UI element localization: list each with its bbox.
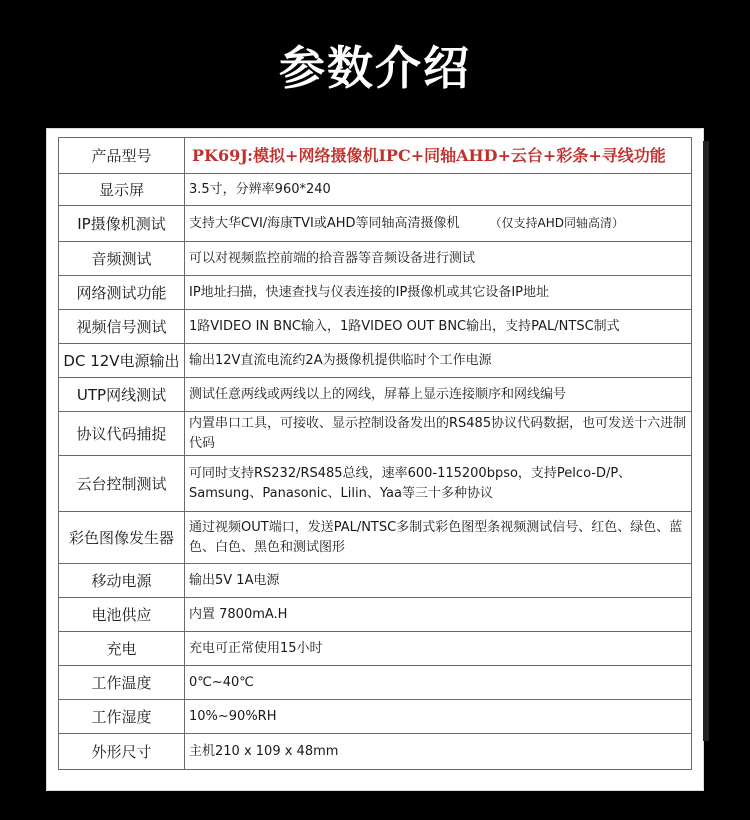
row-value (185, 206, 692, 242)
row-label: UTP网线测试 (59, 378, 185, 412)
page-title: 参数介绍 (279, 41, 471, 95)
table-row (59, 700, 692, 734)
table-row (59, 456, 692, 512)
row-value: 可以对视频监控前端的拾音器等音频设备进行测试 (185, 242, 692, 276)
table-row (59, 412, 692, 456)
row-value: 3.5寸，分辨率960*240 (185, 174, 692, 206)
row-label: 音频测试 (59, 242, 185, 276)
row-value: 输出12V直流电流约2A为摄像机提供临时个工作电源 (185, 344, 692, 378)
table-row (59, 174, 692, 206)
table-row (59, 632, 692, 666)
row-label: 彩色图像发生器 (59, 512, 185, 564)
row-value: 10%~90%RH (185, 700, 692, 734)
row-value: 测试任意两线或两线以上的网线，屏幕上显示连接顺序和网线编号 (185, 378, 692, 412)
table-row (59, 564, 692, 598)
table-row (59, 138, 692, 174)
row-value: 主机210 x 109 x 48mm (185, 734, 692, 770)
table-row (59, 512, 692, 564)
table-row (59, 666, 692, 700)
row-value: 内置串口工具，可接收、显示控制设备发出的RS485协议代码数据，也可发送十六进制代码 (185, 412, 692, 456)
table-row (59, 344, 692, 378)
table-row (59, 378, 692, 412)
row-value-text: 支持大华CVI/海康TVI或AHD等同轴高清摄像机 (189, 216, 460, 231)
row-value: 输出5V 1A电源 (185, 564, 692, 598)
row-label: 充电 (59, 632, 185, 666)
row-value: 通过视频OUT端口，发送PAL/NTSC多制式彩色图型条视频测试信号、红色、绿色、蓝色、白色、黑色和测试图形 (185, 512, 692, 564)
table-row (59, 598, 692, 632)
table-row (59, 242, 692, 276)
row-label: 协议代码捕捉 (59, 412, 185, 456)
table-row (59, 206, 692, 242)
row-label: 工作湿度 (59, 700, 185, 734)
table-row (59, 734, 692, 770)
row-value: PK69J:模拟+网络摄像机IPC+同轴AHD+云台+彩条+寻线功能 (185, 138, 692, 174)
row-label: 视频信号测试 (59, 310, 185, 344)
table-row (59, 310, 692, 344)
row-label: 移动电源 (59, 564, 185, 598)
row-label: 工作温度 (59, 666, 185, 700)
row-label: 显示屏 (59, 174, 185, 206)
row-value: IP地址扫描，快速查找与仪表连接的IP摄像机或其它设备IP地址 (185, 276, 692, 310)
row-label: 电池供应 (59, 598, 185, 632)
row-value: 0℃~40℃ (185, 666, 692, 700)
row-value: 内置 7800mA.H (185, 598, 692, 632)
row-label: 外形尺寸 (59, 734, 185, 770)
row-value: 可同时支持RS232/RS485总线，速率600-115200bpso，支持Pelco-D/P、Samsung、Panasonic、Lilin、Yaa等三十多种协议 (185, 456, 692, 512)
spec-sheet (47, 129, 703, 790)
spec-table (58, 137, 692, 770)
row-value: 1路VIDEO IN BNC输入，1路VIDEO OUT BNC输出，支持PAL/NTSC制式 (185, 310, 692, 344)
row-label: DC 12V电源输出 (59, 344, 185, 378)
row-value: 充电可正常使用15小时 (185, 632, 692, 666)
row-label: 产品型号 (59, 138, 185, 174)
row-label: 网络测试功能 (59, 276, 185, 310)
table-row (59, 276, 692, 310)
row-label: IP摄像机测试 (59, 206, 185, 242)
row-label: 云台控制测试 (59, 456, 185, 512)
row-note: （仅支持AHD同轴高清） (489, 216, 625, 230)
